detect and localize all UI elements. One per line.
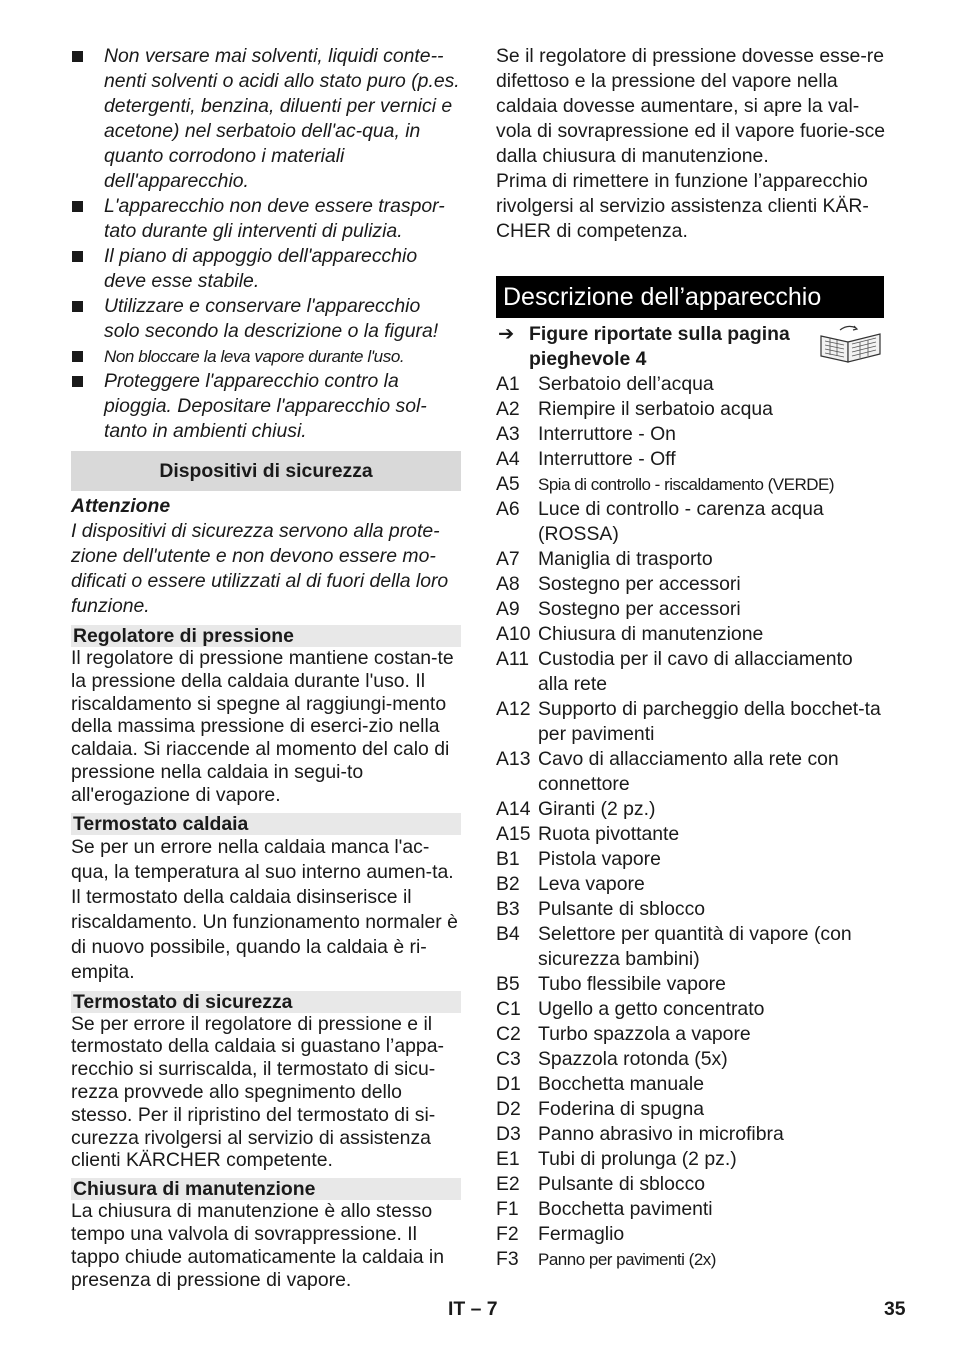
list-item: B5 Tubo flessibile vapore	[496, 973, 726, 995]
square-bullet-icon	[72, 251, 83, 262]
attention-text: I dispositivi di sicurezza servono alla prote-zione dell'utente e non devono essere mo-dificati o essere utilizzati al di fuori della loro funzione.	[71, 520, 449, 617]
subsection-text: Il regolatore di pressione mantiene costan-te la pressione della caldaia durante l'uso. Il riscaldamento si spegne al raggiungi-mento della massima pressione di eserci-zio nella caldaia. Si riaccende al momento del calo di pressione nella caldaia in segui-to all'erogazione di vapore.	[71, 647, 454, 806]
list-item: Proteggere l'apparecchio contro la pioggia. Depositare l'apparecchio sol-tanto in ambienti chiusi.	[71, 369, 461, 444]
right-column	[496, 44, 888, 1272]
list-item: A1 Serbatoio dell’acqua	[496, 373, 714, 395]
list-item: E2 Pulsante di sblocco	[496, 1173, 706, 1195]
intro-paragraph: Se il regolatore di pressione dovesse esse-re difettoso e la pressione del vapore nella caldaia dovesse aumentare, si apre la val-vola di sovrapressione ed il vapore fuorie-sce dalla chiusura di manutenzione.	[496, 45, 886, 167]
list-item: A8 Sostegno per accessori	[496, 573, 741, 595]
list-item: D3 Panno abrasivo in microfibra	[496, 1123, 784, 1145]
list-item: A14 Giranti (2 pz.)	[496, 798, 656, 820]
list-item: A9 Sostegno per accessori	[496, 598, 741, 620]
component-list	[496, 372, 888, 1272]
list-item: C2 Turbo spazzola a vapore	[496, 1023, 751, 1045]
list-item: A4 Interruttore - Off	[496, 448, 676, 470]
square-bullet-icon	[72, 51, 83, 62]
subsection-text: Se per un errore nella caldaia manca l'ac-qua, la temperatura al suo interno aumen-ta. Il termostato della caldaia disinserisce il riscaldamento. Un funzionamento normaler è di nuovo possibile, quando la caldaia è ri-empita.	[71, 835, 458, 983]
square-bullet-icon	[72, 376, 83, 387]
footer-language-page: IT – 7	[448, 1298, 498, 1320]
list-item: D2 Foderina di spugna	[496, 1098, 705, 1120]
figure-note	[496, 322, 888, 372]
square-bullet-icon	[72, 351, 83, 362]
list-item: B1 Pistola vapore	[496, 848, 661, 870]
list-item: A7 Maniglia di trasporto	[496, 548, 713, 570]
list-item: C3 Spazzola rotonda (5x)	[496, 1048, 728, 1070]
list-item: A15 Ruota pivottante	[496, 823, 680, 845]
list-item: B3 Pulsante di sblocco	[496, 898, 706, 920]
list-item: L'apparecchio non deve essere traspor-tato durante gli interventi di pulizia.	[71, 194, 461, 244]
open-book-icon	[818, 324, 884, 364]
list-item: A13 Cavo di allacciamento alla rete con connettore	[496, 748, 839, 795]
attention-label: Attenzione	[71, 495, 171, 517]
list-item: A6 Luce di controllo - carenza acqua (ROSSA)	[496, 498, 824, 545]
list-item: Non versare mai solventi, liquidi conte-nenti solventi o acidi allo stato puro (p.es. detergenti, benzina, diluenti per vernici e acetone) nel serbatoio dell'ac-qua, in quanto corrodono i materiali dell'apparecchio.	[71, 44, 461, 194]
square-bullet-icon	[72, 201, 83, 212]
list-item: B4 Selettore per quantità di vapore (con sicurezza bambini)	[496, 923, 852, 970]
section-title: Dispositivi di sicurezza	[71, 451, 461, 491]
list-item: Non bloccare la leva vapore durante l'uso.	[71, 344, 461, 369]
figure-note-text: Figure riportate sulla pagina pieghevole 4	[529, 323, 790, 370]
list-item: A3 Interruttore - On	[496, 423, 676, 445]
page-number: 35	[884, 1298, 906, 1320]
list-item: A5 Spia di controllo - riscaldamento (VERDE)	[496, 473, 835, 495]
subsection-title-boiler-thermostat: Termostato caldaia	[71, 813, 461, 835]
subsection-title-safety-thermostat: Termostato di sicurezza	[71, 991, 461, 1013]
left-column	[71, 44, 461, 1291]
safety-bullet-list	[71, 44, 461, 444]
list-item: C1 Ugello a getto concentrato	[496, 998, 765, 1020]
subsection-text: La chiusura di manutenzione è allo stesso tempo una valvola di sovrappressione. Il tappo chiude automaticamente la caldaia in presenza di pressione di vapore.	[71, 1200, 444, 1291]
list-item: F1 Bocchetta pavimenti	[496, 1198, 713, 1220]
intro-paragraph: Prima di rimettere in funzione l’apparecchio rivolgersi al servizio assistenza clienti KÄR-CHER di competenza.	[496, 170, 869, 242]
list-item: F2 Fermaglio	[496, 1223, 625, 1245]
list-item: D1 Bocchetta manuale	[496, 1073, 705, 1095]
list-item: A11 Custodia per il cavo di allacciamento alla rete	[496, 648, 853, 695]
list-item: A10 Chiusura di manutenzione	[496, 623, 764, 645]
subsection-title-pressure-regulator: Regolatore di pressione	[71, 625, 461, 647]
subsection-text: Se per errore il regolatore di pressione e il termostato della caldaia si guastano l’appa-recchio si surriscalda, il termostato di sicu-rezza provvede allo spegnimento dello stesso. Per il ripristino del termostato di si-curezza rivolgersi al servizio di assistenza clienti KÄRCHER competente.	[71, 1012, 444, 1172]
section-heading: Descrizione dell’apparecchio	[496, 276, 884, 318]
list-item: F3 Panno per pavimenti (2x)	[496, 1248, 716, 1270]
square-bullet-icon	[72, 301, 83, 312]
subsection-title-maintenance-closure: Chiusura di manutenzione	[71, 1178, 461, 1200]
arrow-right-icon: ➔	[498, 323, 515, 345]
list-item: E1 Tubi di prolunga (2 pz.)	[496, 1148, 737, 1170]
list-item: Il piano di appoggio dell'apparecchio deve esse stabile.	[71, 244, 461, 294]
list-item: Utilizzare e conservare l'apparecchio solo secondo la descrizione o la figura!	[71, 294, 461, 344]
list-item: B2 Leva vapore	[496, 873, 645, 895]
list-item: A2 Riempire il serbatoio acqua	[496, 398, 773, 420]
list-item: A12 Supporto di parcheggio della bocchet-ta per pavimenti	[496, 698, 881, 745]
